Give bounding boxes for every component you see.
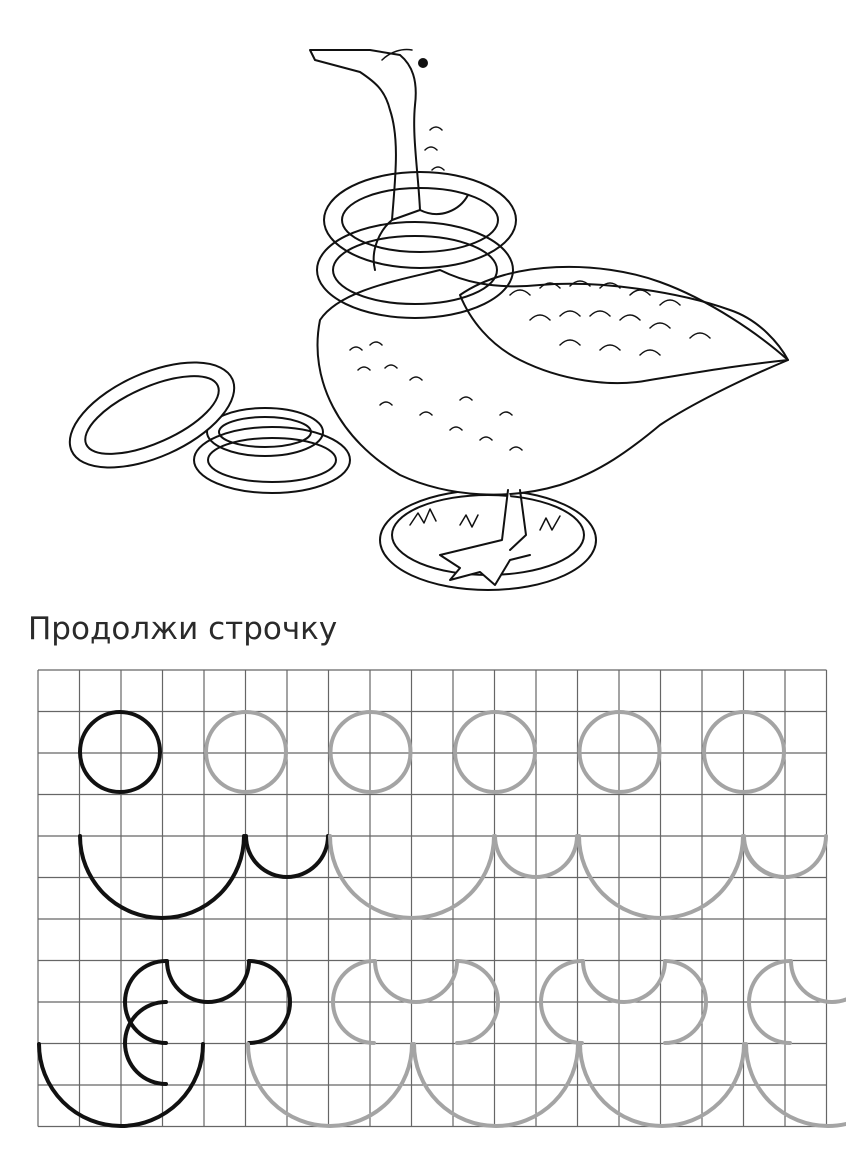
instruction-title: Продолжи строчку (28, 611, 338, 647)
sample-lower-arc (167, 961, 249, 1002)
goose-illustration (40, 20, 820, 600)
sample-circle (80, 712, 160, 792)
trace-partial-arc (743, 836, 784, 877)
trace-lower-arc (583, 961, 665, 1002)
goose-body (318, 267, 788, 495)
trace-lower-arc (375, 961, 457, 1002)
trace-lower-arc (791, 961, 846, 1002)
worksheet-grid (0, 660, 846, 1130)
ground-rings (55, 341, 350, 493)
